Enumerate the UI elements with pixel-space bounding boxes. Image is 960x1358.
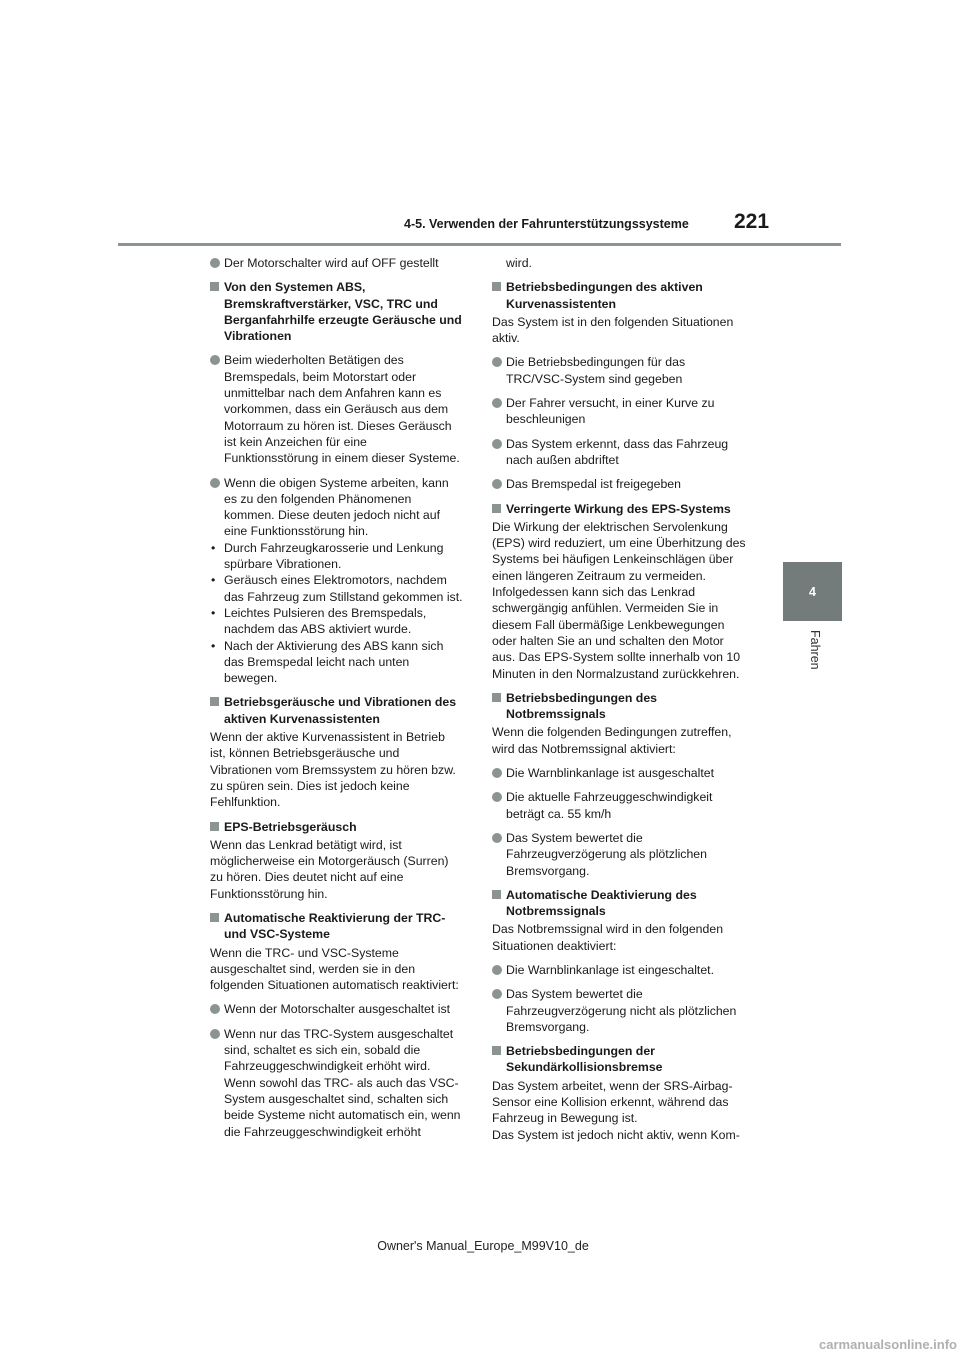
bullet-item bbox=[210, 352, 464, 466]
chapter-tab bbox=[783, 562, 842, 621]
section-heading bbox=[492, 690, 746, 723]
bullet-text: Das System bewertet die Fahrzeugverzögerung nicht als plötzlichen Bremsvorgang. bbox=[506, 987, 737, 1034]
bullet-dot-icon bbox=[492, 398, 502, 408]
bullet-item bbox=[492, 986, 746, 1035]
bullet-text: Wenn der Motorschalter ausgeschaltet ist bbox=[224, 1002, 451, 1017]
chapter-name: Fahren bbox=[808, 630, 822, 670]
bullet-text: Die Warnblinkanlage ist ausgeschaltet bbox=[506, 766, 715, 781]
section-heading bbox=[492, 279, 746, 312]
section-heading bbox=[210, 910, 464, 943]
dash-text: Geräusch eines Elektromotors, nachdem das Fahrzeug zum Stillstand gekommen ist. bbox=[224, 573, 463, 604]
heading-text: Von den Systemen ABS, Bremskraftverstärker, VSC, TRC und Berganfahrhilfe erzeugte Geräusche und Vibrationen bbox=[224, 280, 462, 344]
bullet-item bbox=[210, 1026, 464, 1075]
section-heading bbox=[492, 501, 746, 517]
paragraph: Das System ist in den folgenden Situationen aktiv. bbox=[492, 314, 734, 346]
bullet-continuation: Wenn sowohl das TRC- als auch das VSC-System ausgeschaltet sind, schalten sich beide Systeme nicht automatisch ein, wenn die Fahrzeuggeschwindigkeit erhöht bbox=[224, 1075, 461, 1139]
bullet-dot-icon bbox=[210, 355, 220, 365]
bullet-item bbox=[210, 475, 464, 540]
heading-text: Betriebsbedingungen des aktiven Kurvenassistenten bbox=[506, 280, 703, 311]
bullet-text: Wenn nur das TRC-System ausgeschaltet sind, schaltet es sich ein, sobald die Fahrzeuggeschwindigkeit erhöht wird. bbox=[224, 1026, 454, 1074]
bullet-text: Der Fahrer versucht, in einer Kurve zu beschleunigen bbox=[506, 396, 715, 427]
heading-text: Betriebsbedingungen des Notbremssignals bbox=[506, 690, 657, 722]
bullet-text: Der Motorschalter wird auf OFF gestellt bbox=[224, 256, 439, 270]
bullet-text: Die aktuelle Fahrzeuggeschwindigkeit beträgt ca. 55 km/h bbox=[506, 790, 713, 821]
bullet-item bbox=[492, 436, 746, 469]
paragraph: Wenn die folgenden Bedingungen zutreffen, wird das Notbremssignal aktiviert: bbox=[492, 725, 732, 756]
bullet-item bbox=[492, 476, 746, 492]
bullet-dot-icon bbox=[492, 439, 502, 449]
bullet-text: Beim wiederholten Betätigen des Bremspedals, beim Motorstart oder unmittelbar nach dem Anfahren kann es vorkommen, dass ein Geräusch aus dem Motorraum zu hören ist. Dieses Geräusch ist kein Anzeichen für eine Funktionsstörung in einem dieser Systeme. bbox=[224, 353, 460, 466]
bullet-dot-icon bbox=[492, 965, 502, 975]
section-heading bbox=[492, 1043, 746, 1076]
dash-item: • Nach der Aktivierung des ABS kann sich das Bremspedal leicht nach unten bewegen. bbox=[211, 638, 444, 686]
bullet-item bbox=[492, 789, 746, 822]
heading-square-icon bbox=[492, 1046, 501, 1055]
paragraph: Wenn die TRC- und VSC-Systeme ausgeschaltet sind, werden sie in den folgenden Situationen automatisch reaktiviert: bbox=[210, 945, 459, 993]
bullet-text: Wenn die obigen Systeme arbeiten, kann es zu den folgenden Phänomenen kommen. Diese deuten jedoch nicht auf eine Funktionsstörung hin. bbox=[224, 475, 449, 539]
section-title: 4-5. Verwenden der Fahrunterstützungssysteme bbox=[404, 217, 689, 231]
bullet-item bbox=[492, 354, 746, 387]
dash-item: • Leichtes Pulsieren des Bremspedals, nachdem das ABS aktiviert wurde. bbox=[211, 605, 427, 637]
heading-square-icon bbox=[210, 822, 219, 831]
bullet-item bbox=[210, 1001, 464, 1017]
heading-square-icon bbox=[210, 282, 219, 291]
dash-text: Leichtes Pulsieren des Bremspedals, nachdem das ABS aktiviert wurde. bbox=[224, 605, 427, 637]
dash-text: Durch Fahrzeugkarosserie und Lenkung spürbare Vibrationen. bbox=[224, 540, 444, 572]
bullet-text: Das Bremspedal ist freigegeben bbox=[506, 477, 681, 492]
bullet-dot-icon bbox=[492, 357, 502, 367]
left-column bbox=[210, 255, 464, 1140]
bullet-dot-icon bbox=[492, 989, 502, 999]
paragraph: Wenn der aktive Kurvenassistent in Betrieb ist, können Betriebsgeräusche und Vibrationen vom Bremssystem zu hören bzw. zu spüren sein. Dies ist jedoch keine Fehlfunktion. bbox=[210, 730, 456, 810]
heading-text: EPS-Betriebsgeräusch bbox=[224, 819, 357, 834]
bullet-dot-icon bbox=[492, 792, 502, 802]
paragraph: Die Wirkung der elektrischen Servolenkung (EPS) wird reduziert, um eine Überhitzung des Systems bei häufigen Lenkeinschlägen über einen längeren Zeitraum zu vermeiden. Infolgedessen kann sich das Lenkrad schwergängig anfühlen. Vermeiden Sie in diesem Fall übermäßige Lenkbewegungen oder halten Sie an und schalten den Motor aus. Das EPS-System sollte innerhalb von 10 Minuten in den Normalzustand zurückkehren. bbox=[492, 519, 746, 681]
section-heading bbox=[210, 819, 464, 835]
heading-text: Verringerte Wirkung des EPS-Systems bbox=[506, 501, 731, 516]
heading-text: Automatische Deaktivierung des Notbremssignals bbox=[506, 887, 697, 919]
paragraph: Wenn das Lenkrad betätigt wird, ist möglicherweise ein Motorgeräusch (Surren) zu hören. Dies deutet nicht auf eine Funktionsstörung hin. bbox=[210, 837, 449, 901]
heading-text: Betriebsbedingungen der Sekundärkollisionsbremse bbox=[506, 1044, 663, 1075]
bullet-text: Das System bewertet die Fahrzeugverzögerung als plötzlichen Bremsvorgang. bbox=[506, 830, 707, 878]
bullet-dot-icon bbox=[492, 768, 502, 778]
bullet-text: Das System erkennt, dass das Fahrzeug nach außen abdriftet bbox=[506, 436, 729, 467]
dash-text: Nach der Aktivierung des ABS kann sich das Bremspedal leicht nach unten bewegen. bbox=[224, 638, 444, 686]
bullet-item bbox=[210, 255, 464, 271]
heading-square-icon bbox=[210, 697, 219, 706]
chapter-number: 4 bbox=[809, 584, 816, 599]
heading-text: Betriebsgeräusche und Vibrationen des aktiven Kurvenassistenten bbox=[224, 695, 457, 726]
bullet-dot-icon bbox=[492, 833, 502, 843]
header-divider bbox=[118, 243, 841, 246]
section-heading bbox=[492, 887, 746, 920]
dash-item: • Durch Fahrzeugkarosserie und Lenkung spürbare Vibrationen. bbox=[211, 540, 444, 572]
bullet-dot-icon bbox=[210, 1029, 220, 1039]
bullet-item bbox=[492, 830, 746, 879]
bullet-group bbox=[210, 475, 464, 687]
page-number: 221 bbox=[734, 210, 770, 233]
bullet-text: Die Betriebsbedingungen für das TRC/VSC-System sind gegeben bbox=[506, 355, 686, 386]
bullet-dot-icon bbox=[492, 479, 502, 489]
bullet-item bbox=[492, 962, 746, 978]
section-heading bbox=[210, 279, 464, 344]
section-heading bbox=[210, 694, 464, 727]
heading-square-icon bbox=[492, 693, 501, 702]
continued-text: wird. bbox=[506, 256, 532, 270]
heading-square-icon bbox=[492, 282, 501, 291]
heading-square-icon bbox=[492, 504, 501, 513]
bullet-group bbox=[210, 1026, 464, 1140]
bullet-dot-icon bbox=[210, 1004, 220, 1014]
bullet-dot-icon bbox=[210, 258, 220, 268]
paragraph: Das System ist jedoch nicht aktiv, wenn Kom- bbox=[492, 1127, 740, 1142]
bullet-item bbox=[492, 395, 746, 428]
bullet-dot-icon bbox=[210, 478, 220, 488]
watermark: carmanualsonline.info bbox=[819, 1337, 957, 1352]
dash-item: • Geräusch eines Elektromotors, nachdem das Fahrzeug zum Stillstand gekommen ist. bbox=[211, 573, 463, 604]
bullet-text: Die Warnblinkanlage ist eingeschaltet. bbox=[506, 962, 715, 977]
heading-text: Automatische Reaktivierung der TRC- und VSC-Systeme bbox=[224, 910, 446, 942]
right-column bbox=[492, 255, 746, 1151]
paragraph: Das System arbeitet, wenn der SRS-Airbag-Sensor eine Kollision erkennt, während das Fahrzeug in Bewegung ist. bbox=[492, 1078, 733, 1126]
bullet-item bbox=[492, 765, 746, 781]
heading-square-icon bbox=[210, 913, 219, 922]
paragraph: Das Notbremssignal wird in den folgenden Situationen deaktiviert: bbox=[492, 922, 724, 953]
manual-footer: Owner's Manual_Europe_M99V10_de bbox=[377, 1239, 589, 1253]
heading-square-icon bbox=[492, 890, 501, 899]
